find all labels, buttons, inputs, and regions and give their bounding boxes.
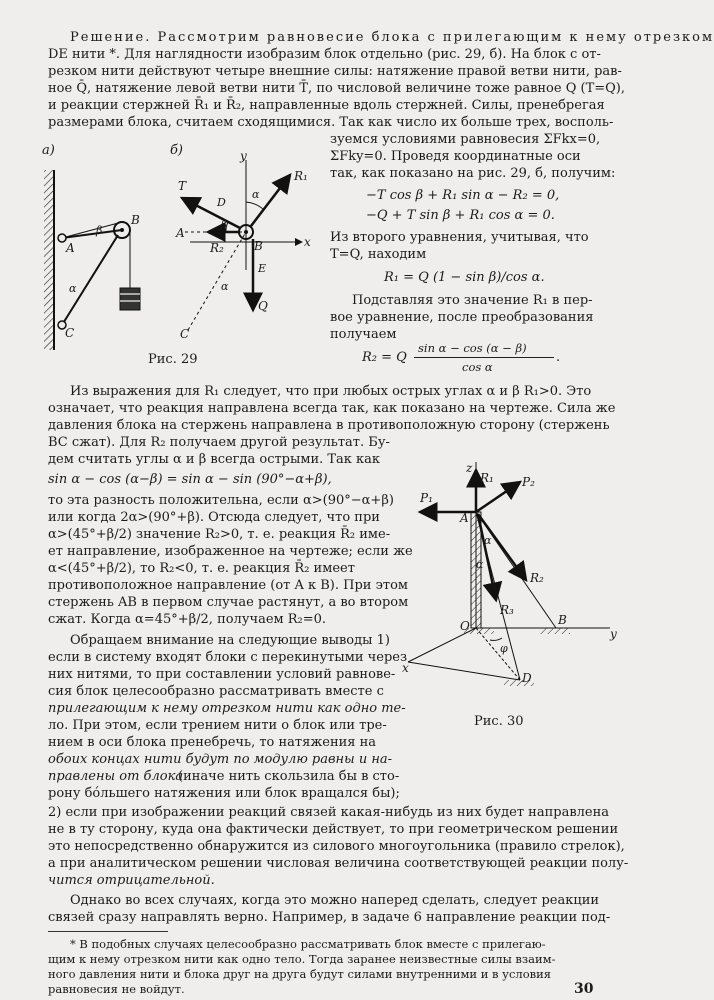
pulley-axle — [120, 228, 124, 232]
force-P2-arrow — [476, 482, 520, 512]
text-line: BC сжат). Для R₂ получаем другой результат. Бу- — [48, 435, 390, 450]
fig30-axis-y: y — [610, 627, 617, 641]
fig30-label-A: A — [460, 511, 469, 525]
text-line-italic: прилегающим к нему отрезком нити как одно те- — [48, 701, 406, 716]
fig29b-label-E: E — [258, 262, 267, 275]
text-line: означает, что реакция направлена всегда так, как показано на чертеже. Сила же — [48, 401, 616, 416]
angle-phi-arc — [490, 638, 502, 640]
text-line: зуемся условиями равновесия ΣFkx=0, — [330, 132, 601, 147]
angle-alpha-arc — [246, 202, 264, 210]
text-line: давления блока на стержень направлена в противоположную сторону (стержень — [48, 418, 610, 433]
text-line: получаем — [330, 327, 397, 342]
text-line: ΣFky=0. Проведя координатные оси — [330, 149, 581, 164]
fig29b-alpha: α — [252, 188, 260, 201]
fig29-caption: Рис. 29 — [148, 352, 198, 367]
text-line: рону бóльшего натяжения или блок вращался бы); — [48, 786, 400, 801]
text-line: дем считать углы α и β всегда острыми. Так как — [48, 452, 381, 467]
text-line: стержень AB в первом случае растянут, а во втором — [48, 595, 409, 610]
fig29b-force-Q: Q — [258, 299, 268, 313]
rod-ab — [62, 230, 122, 238]
fig30-force-P1: P₁ — [420, 491, 433, 505]
fig29a-label-B: B — [131, 213, 140, 227]
force-T-arrow — [182, 198, 240, 228]
footnote-line: щим к нему отрезком нити как одно тело. Тогда заранее неизвестные силы взаим- — [48, 952, 556, 966]
fig29-label-a: а) — [42, 143, 55, 158]
fig30-axis-x: x — [402, 661, 409, 675]
text-line-italic: обоих концах нити будут по модулю равны и на- — [48, 752, 393, 767]
fig30-alpha-2: α — [476, 558, 484, 571]
text-line-italic: правлены от блока — [48, 769, 184, 784]
text-line: ет направление, изображенное на чертеже; если же — [48, 544, 413, 559]
fig29a-label-A: A — [66, 241, 75, 255]
fig30-label-B: B — [558, 613, 567, 627]
fig30-phi: φ — [500, 642, 508, 655]
hinge-a — [58, 234, 66, 242]
fig29b-force-R2: R₂ — [210, 241, 224, 255]
text-line: α<(45°+β/2), то R₂<0, т. е. реакция R̄₂ имеет — [48, 561, 355, 576]
equation-4-end: . — [556, 350, 561, 365]
solution-heading-line: Решение. Рассмотрим равновесие блока с прилегающим к нему отрезком — [70, 30, 714, 45]
text-line: это непосредственно обнаружится из силового многоугольника (правило стрелок), — [48, 839, 625, 854]
fig29b-label-D: D — [217, 196, 226, 209]
text-line: Однако во всех случаях, когда это можно наперед сделать, следует реакции — [70, 893, 600, 908]
line-xd — [408, 662, 520, 680]
text-line: α>(45°+β/2) значение R₂>0, т. е. реакция R̄₂ име- — [48, 527, 391, 542]
wall-hatch — [44, 170, 54, 350]
text-line: сжат. Когда α=45°+β/2, получаем R₂=0. — [48, 612, 327, 627]
fig29b-label-B: B — [254, 239, 263, 253]
ground-b — [540, 628, 570, 634]
text-line: если в систему входят блоки с перекинутыми через — [48, 650, 408, 665]
fig29b-force-R1: R₁ — [294, 169, 308, 183]
fig30-force-R2: R₂ — [530, 571, 544, 585]
fig29a-alpha: α — [69, 282, 77, 295]
footnote-line: равновесия не войдут. — [48, 982, 185, 996]
text-line: а при аналитическом решении числовая величина соответствующей реакции полу- — [48, 856, 629, 871]
fig29-label-b: б) — [170, 143, 184, 158]
text-line: Обращаем внимание на следующие выводы 1) — [70, 633, 390, 648]
text-line: не в ту сторону, куда она фактически действует, то при геометрическом решении — [48, 822, 619, 837]
fig29b-axis-y: y — [240, 149, 247, 163]
fig29b-label-A: A — [176, 226, 185, 240]
fig29a-beta: β — [96, 224, 103, 237]
text-line: и реакции стержней R̄₁ и R̄₂, направленные вдоль стержней. Силы, пренебрегая — [48, 98, 605, 113]
equation-2: −Q + T sin β + R₁ cos α = 0. — [366, 208, 555, 223]
footnote-line: * В подобных случаях целесообразно рассматривать блок вместе с прилегаю- — [70, 937, 546, 951]
fig29a-label-C: C — [65, 326, 75, 340]
fraction-bar — [414, 357, 554, 358]
text-line: так, как показано на рис. 29, б, получим: — [330, 166, 616, 181]
text-line-italic: чится отрицательной. — [48, 873, 215, 888]
fig29b-beta: β — [221, 220, 227, 231]
text-line: вое уравнение, после преобразования — [330, 310, 594, 325]
text-line: ло. При этом, если трением нити о блок или тре- — [48, 718, 387, 733]
text-line: Подставляя это значение R₁ в пер- — [352, 293, 593, 308]
equation-1: −T cos β + R₁ sin α − R₂ = 0, — [366, 188, 560, 203]
fig30-label-D: D — [522, 671, 532, 685]
text-line: или когда 2α>(90°+β). Отсюда следует, что при — [48, 510, 380, 525]
text-line: то эта разность положительна, если α>(90°−α+β) — [48, 493, 394, 508]
text-line: DE нити *. Для наглядности изобразим блок отдельно (рис. 29, б). На блок с от- — [48, 47, 601, 62]
fig29b-label-C: C — [180, 327, 190, 341]
block-axle — [244, 230, 248, 234]
footnote-rule — [48, 931, 168, 932]
load-q — [120, 288, 140, 310]
text-line: ное Q̄, натяжение левой ветви нити T̄, по числовой величине тоже равное Q (T=Q), — [48, 81, 625, 96]
figure-30 — [380, 462, 620, 742]
equation-4-lhs: R₂ = Q — [362, 350, 407, 365]
equation-3: R₁ = Q (1 − sin β)/cos α. — [384, 270, 545, 285]
text-line: 2) если при изображении реакций связей какая-нибудь из них будет направлена — [48, 805, 610, 820]
text-line: противоположное направление (от A к B). При этом — [48, 578, 409, 593]
text-line: T=Q, находим — [330, 247, 427, 262]
fig30-force-R3: R₃ — [500, 603, 514, 617]
fig30-axis-z: z — [466, 461, 473, 475]
equation-4-numerator: sin α − cos (α − β) — [418, 341, 527, 355]
text-line: сия блок целесообразно рассматривать вместе с — [48, 684, 384, 699]
text-line: Из второго уравнения, учитывая, что — [330, 230, 589, 245]
fig30-force-P2: P₂ — [522, 475, 535, 489]
equation-4-denominator: cos α — [462, 360, 493, 374]
fig29b-axis-x: x — [304, 235, 311, 249]
text-line: связей сразу направлять верно. Например, в задаче 6 направление реакции под- — [48, 910, 611, 925]
fig30-label-O: O — [460, 619, 470, 633]
text-line: (иначе нить скользила бы в сто- — [178, 769, 400, 784]
fig30-force-R1: R₁ — [480, 471, 494, 485]
figure-29 — [40, 140, 325, 370]
equation-5: sin α − cos (α−β) = sin α − sin (90°−α+β), — [48, 472, 332, 487]
fig29b-force-T: T — [178, 179, 187, 193]
text-line: нием в оси блока пренебречь, то натяжения на — [48, 735, 377, 750]
fig30-caption: Рис. 30 — [474, 714, 524, 729]
fig30-alpha-1: α — [484, 534, 492, 547]
text-line: резком нити действуют четыре внешние силы: натяжение правой ветви нити, рав- — [48, 64, 622, 79]
footnote-line: ного давления нити и блока друг на друга будут силами внутренними и в условия — [48, 967, 552, 981]
text-line: них нитями, то при составлении условий равнове- — [48, 667, 396, 682]
text-line: Из выражения для R₁ следует, что при любых острых углах α и β R₁>0. Это — [70, 384, 592, 399]
fig29b-alpha-lower: α — [221, 280, 229, 293]
text-line: размерами блока, считаем сходящимися. Так как число их больше трех, восполь- — [48, 115, 614, 130]
page-number: 30 — [574, 981, 594, 997]
